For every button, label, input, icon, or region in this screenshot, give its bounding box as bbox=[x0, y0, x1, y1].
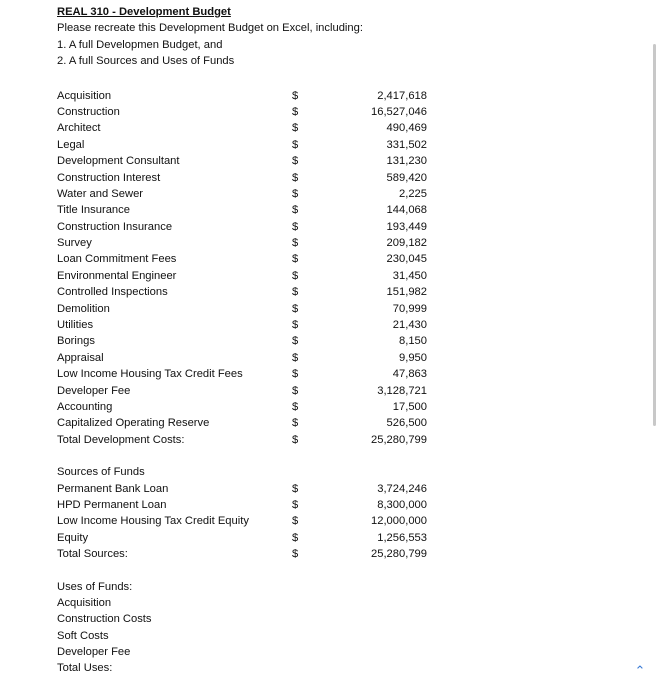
currency-symbol: $ bbox=[292, 122, 299, 135]
budget-row bbox=[57, 104, 437, 120]
sources-row bbox=[57, 546, 437, 562]
budget-label: Capitalized Operating Reserve bbox=[57, 417, 210, 430]
budget-row bbox=[57, 120, 437, 136]
sources-row bbox=[57, 497, 437, 513]
sources-amount: 1,256,553 bbox=[377, 531, 427, 544]
currency-symbol: $ bbox=[292, 515, 299, 528]
budget-amount: 589,420 bbox=[386, 171, 427, 184]
development-budget-table bbox=[57, 88, 437, 449]
budget-label: Construction bbox=[57, 105, 120, 118]
budget-row bbox=[57, 432, 437, 448]
budget-label: Borings bbox=[57, 335, 95, 348]
uses-item: Construction Costs bbox=[57, 613, 152, 626]
currency-symbol: $ bbox=[292, 237, 299, 250]
budget-row bbox=[57, 186, 437, 202]
budget-label: Water and Sewer bbox=[57, 187, 144, 200]
budget-amount: 9,950 bbox=[399, 351, 427, 364]
budget-amount: 2,417,618 bbox=[377, 89, 427, 102]
budget-row bbox=[57, 137, 437, 153]
currency-symbol: $ bbox=[292, 302, 299, 315]
budget-row bbox=[57, 415, 437, 431]
budget-amount: 144,068 bbox=[386, 204, 427, 217]
sources-label: Equity bbox=[57, 531, 89, 544]
sources-heading: Sources of Funds bbox=[57, 466, 145, 479]
budget-label: Construction Interest bbox=[57, 171, 161, 184]
currency-symbol: $ bbox=[292, 155, 299, 168]
currency-symbol: $ bbox=[292, 417, 299, 430]
budget-label: Environmental Engineer bbox=[57, 269, 177, 282]
budget-amount: 47,863 bbox=[392, 368, 427, 381]
budget-amount: 3,128,721 bbox=[377, 384, 427, 397]
uses-item: Soft Costs bbox=[57, 629, 109, 642]
budget-row bbox=[57, 170, 437, 186]
budget-label: Demolition bbox=[57, 302, 110, 315]
budget-label: Developer Fee bbox=[57, 384, 131, 397]
sources-of-funds-table bbox=[57, 481, 437, 563]
currency-symbol: $ bbox=[292, 531, 299, 544]
uses-item: Total Uses: bbox=[57, 662, 113, 675]
budget-label: Accounting bbox=[57, 400, 113, 413]
budget-row bbox=[57, 88, 437, 104]
budget-row bbox=[57, 202, 437, 218]
uses-item: Acquisition bbox=[57, 596, 112, 609]
budget-label: Utilities bbox=[57, 319, 94, 332]
budget-label: Loan Commitment Fees bbox=[57, 253, 177, 266]
currency-symbol: $ bbox=[292, 253, 299, 266]
instruction-text: Please recreate this Development Budget on Excel, including: bbox=[57, 22, 363, 35]
currency-symbol: $ bbox=[292, 220, 299, 233]
budget-amount: 209,182 bbox=[386, 237, 427, 250]
sources-amount: 3,724,246 bbox=[377, 482, 427, 495]
currency-symbol: $ bbox=[292, 400, 299, 413]
instruction-item: 1. A full Developmen Budget, and bbox=[57, 38, 223, 51]
budget-amount: 2,225 bbox=[399, 187, 427, 200]
sources-label: Low Income Housing Tax Credit Equity bbox=[57, 515, 249, 528]
currency-symbol: $ bbox=[292, 335, 299, 348]
currency-symbol: $ bbox=[292, 368, 299, 381]
currency-symbol: $ bbox=[292, 548, 299, 561]
sources-label: Permanent Bank Loan bbox=[57, 482, 169, 495]
budget-amount: 131,230 bbox=[386, 155, 427, 168]
currency-symbol: $ bbox=[292, 482, 299, 495]
budget-label: Low Income Housing Tax Credit Fees bbox=[57, 368, 243, 381]
budget-label: Title Insurance bbox=[57, 204, 130, 217]
uses-of-funds-list bbox=[57, 595, 437, 677]
budget-row bbox=[57, 153, 437, 169]
budget-amount: 230,045 bbox=[386, 253, 427, 266]
budget-label: Total Development Costs: bbox=[57, 433, 185, 446]
budget-label: Architect bbox=[57, 122, 101, 135]
budget-label: Survey bbox=[57, 237, 92, 250]
currency-symbol: $ bbox=[292, 187, 299, 200]
budget-amount: 16,527,046 bbox=[371, 105, 427, 118]
currency-symbol: $ bbox=[292, 319, 299, 332]
budget-amount: 25,280,799 bbox=[371, 433, 427, 446]
budget-amount: 151,982 bbox=[386, 286, 427, 299]
budget-label: Legal bbox=[57, 138, 85, 151]
budget-row bbox=[57, 399, 437, 415]
uses-item: Developer Fee bbox=[57, 646, 131, 659]
uses-heading: Uses of Funds: bbox=[57, 580, 133, 593]
currency-symbol: $ bbox=[292, 105, 299, 118]
sources-row bbox=[57, 513, 437, 529]
currency-symbol: $ bbox=[292, 351, 299, 364]
currency-symbol: $ bbox=[292, 269, 299, 282]
sources-amount: 12,000,000 bbox=[371, 515, 427, 528]
budget-amount: 490,469 bbox=[386, 122, 427, 135]
budget-row bbox=[57, 366, 437, 382]
budget-label: Controlled Inspections bbox=[57, 286, 168, 299]
budget-amount: 331,502 bbox=[386, 138, 427, 151]
currency-symbol: $ bbox=[292, 89, 299, 102]
budget-amount: 70,999 bbox=[392, 302, 427, 315]
currency-symbol: $ bbox=[292, 286, 299, 299]
budget-amount: 193,449 bbox=[386, 220, 427, 233]
budget-row bbox=[57, 235, 437, 251]
sources-amount: 25,280,799 bbox=[371, 548, 427, 561]
page-title: REAL 310 - Development Budget bbox=[57, 6, 231, 18]
budget-row bbox=[57, 317, 437, 333]
currency-symbol: $ bbox=[292, 138, 299, 151]
budget-amount: 17,500 bbox=[392, 400, 427, 413]
sources-label: HPD Permanent Loan bbox=[57, 498, 167, 511]
currency-symbol: $ bbox=[292, 171, 299, 184]
budget-row bbox=[57, 219, 437, 235]
instruction-item: 2. A full Sources and Uses of Funds bbox=[57, 55, 235, 68]
document bbox=[57, 4, 437, 677]
budget-row bbox=[57, 333, 437, 349]
currency-symbol: $ bbox=[292, 384, 299, 397]
budget-row bbox=[57, 268, 437, 284]
currency-symbol: $ bbox=[292, 433, 299, 446]
budget-row bbox=[57, 350, 437, 366]
sources-amount: 8,300,000 bbox=[377, 498, 427, 511]
budget-row bbox=[57, 251, 437, 267]
currency-symbol: $ bbox=[292, 498, 299, 511]
chevron-up-icon[interactable]: ⌃ bbox=[634, 663, 646, 678]
budget-row bbox=[57, 383, 437, 399]
budget-amount: 21,430 bbox=[392, 319, 427, 332]
budget-row bbox=[57, 284, 437, 300]
budget-label: Construction Insurance bbox=[57, 220, 173, 233]
budget-label: Acquisition bbox=[57, 89, 112, 102]
budget-label: Appraisal bbox=[57, 351, 104, 364]
budget-row bbox=[57, 301, 437, 317]
budget-amount: 31,450 bbox=[392, 269, 427, 282]
sources-row bbox=[57, 481, 437, 497]
sources-label: Total Sources: bbox=[57, 548, 128, 561]
budget-amount: 526,500 bbox=[386, 417, 427, 430]
currency-symbol: $ bbox=[292, 204, 299, 217]
budget-amount: 8,150 bbox=[399, 335, 427, 348]
sources-row bbox=[57, 530, 437, 546]
budget-label: Development Consultant bbox=[57, 155, 180, 168]
scrollbar[interactable] bbox=[653, 44, 656, 426]
